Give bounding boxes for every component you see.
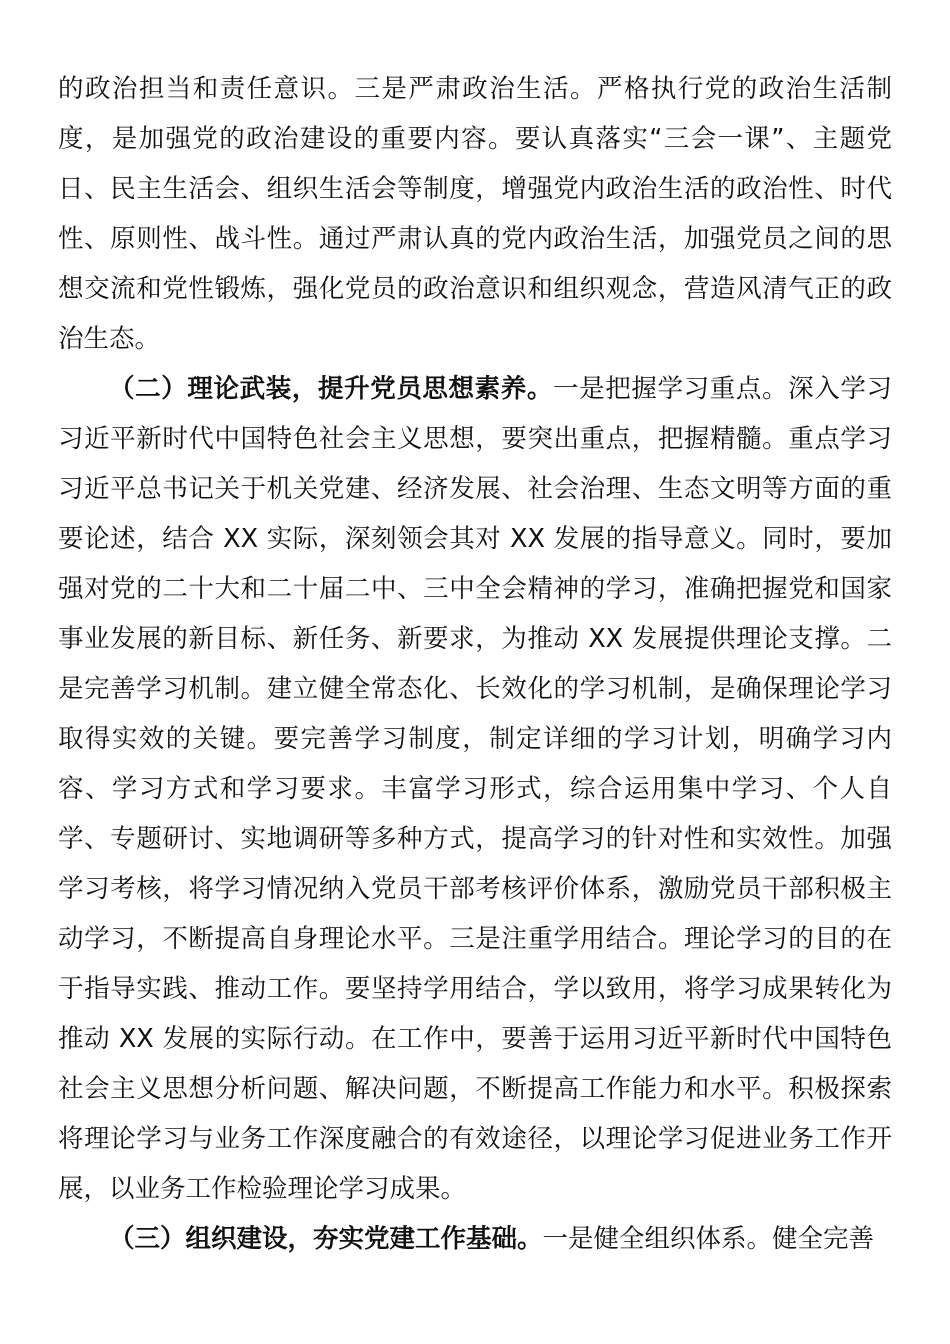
paragraph-body: 一是健全组织体系。健全完善 bbox=[542, 1224, 875, 1254]
paragraph-organization-building bbox=[58, 1214, 892, 1264]
document-body bbox=[58, 64, 892, 1264]
paragraph-theory-armament bbox=[58, 364, 892, 1214]
paragraph-continuation bbox=[58, 64, 892, 364]
section-heading-3: （三）组织建设，夯实党建工作基础。 bbox=[109, 1224, 543, 1254]
paragraph-body: 一是把握学习重点。深入学习习近平新时代中国特色社会主义思想，要突出重点，把握精髓。重点学习习近平总书记关于机关党建、经济发展、社会治理、生态文明等方面的重要论述，结合 XX 实际，深刻领会其对 XX 发展的指导意义。同时，要加强对党的二十大和二十届二中、三中全会精神的学习，准确把握党和国家事业发展的新目标、新任务、新要求，为推动 XX 发展提供理论支撑。二是完善学习机制。建立健全常态化、长效化的学习机制，是确保理论学习取得实效的关键。要完善学习制度，制定详细的学习计划，明确学习内容、学习方式和学习要求。丰富学习形式，综合运用集中学习、个人自学、专题研讨、实地调研等多种方式，提高学习的针对性和实效性。加强学习考核，将学习情况纳入党员干部考核评价体系，激励党员干部积极主动学习，不断提高自身理论水平。三是注重学用结合。理论学习的目的在于指导实践、推动工作。要坚持学用结合，学以致用，将学习成果转化为推动 XX 发展的实际行动。在工作中，要善于运用习近平新时代中国特色社会主义思想分析问题、解决问题，不断提高工作能力和水平。积极探索将理论学习与业务工作深度融合的有效途径，以理论学习促进业务工作开展，以业务工作检验理论学习成果。 bbox=[58, 374, 892, 1204]
section-heading-2: （二）理论武装，提升党员思想素养。 bbox=[109, 374, 554, 404]
paragraph-body: 的政治担当和责任意识。三是严肃政治生活。严格执行党的政治生活制度，是加强党的政治建设的重要内容。要认真落实“三会一课”、主题党日、民主生活会、组织生活会等制度，增强党内政治生活的政治性、时代性、原则性、战斗性。通过严肃认真的党内政治生活，加强党员之间的思想交流和党性锻炼，强化党员的政治意识和组织观念，营造风清气正的政治生态。 bbox=[58, 74, 892, 354]
